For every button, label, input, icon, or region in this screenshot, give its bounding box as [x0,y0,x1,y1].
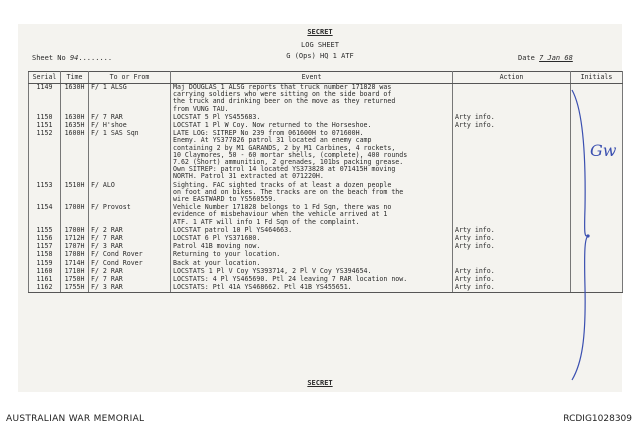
from-cell: F/ 2 RAR [89,268,171,276]
serial-cell: 1154 [29,204,61,227]
sheet-title: LOG SHEET [301,41,339,49]
initials-signature: Gw [590,141,617,160]
footer-source: AUSTRALIAN WAR MEMORIAL [6,414,145,424]
action-cell: Arty info. [453,122,571,130]
serial-cell: 1150 [29,114,61,122]
from-cell: F/ 2 RAR [89,227,171,235]
action-cell: Arty info. [453,276,571,284]
event-cell: Vehicle Number 171828 belongs to 1 Fd Sqn, there was no evidence of misbehaviour when the vehicle arrived at 1 ATF. 1 ATF will info 1 Fd Sqn of the complaint. [171,204,453,227]
log-sheet [18,24,622,392]
action-cell [453,182,571,205]
time-cell: 1714H [61,260,89,268]
col-time: Time [61,72,89,84]
event-cell: LOCSTAT 5 Pl YS455683. [171,114,453,122]
action-cell: Arty info. [453,268,571,276]
from-cell: F/ 7 RAR [89,114,171,122]
action-cell [453,251,571,259]
table-header-row [29,72,623,84]
serial-cell: 1153 [29,182,61,205]
col-action: Action [453,72,571,84]
event-cell: LOCSTATS: 4 Pl YS465690. Ptl 24 leaving 7 RAR location now. [171,276,453,284]
col-serial: Serial [29,72,61,84]
event-cell: LOCSTAT 1 Pl W Coy. Now returned to the Horseshoe. [171,122,453,130]
action-cell [453,84,571,114]
time-cell: 1750H [61,276,89,284]
action-cell [453,204,571,227]
serial-cell: 1162 [29,284,61,293]
time-cell: 1700H [61,227,89,235]
event-cell: LOCSTATS 1 Pl V Coy YS393714, 2 Pl V Coy YS394654. [171,268,453,276]
classification-top: SECRET [307,28,333,36]
serial-cell: 1155 [29,227,61,235]
serial-cell: 1158 [29,251,61,259]
log-row [29,84,623,114]
from-cell: F/ ALO [89,182,171,205]
serial-cell: 1149 [29,84,61,114]
action-cell: Arty info. [453,227,571,235]
serial-cell: 1157 [29,243,61,251]
serial-cell: 1160 [29,268,61,276]
sheet-label: Sheet No [32,54,66,62]
time-cell: 1635H [61,122,89,130]
serial-cell: 1156 [29,235,61,243]
log-table [28,71,623,293]
col-initials: Initials [571,72,623,84]
sheet-value: 94 [69,54,79,62]
from-cell: F/ 1 SAS Sqn [89,130,171,181]
date-value: 7 Jan 68 [539,54,573,62]
sheet-number: Sheet No 94........ [32,54,113,62]
action-cell: Arty info. [453,284,571,293]
time-cell: 1510H [61,182,89,205]
action-cell [453,130,571,181]
unit-name: G (Ops) HQ 1 ATF [286,52,354,60]
serial-cell: 1152 [29,130,61,181]
date-label: Date [518,54,535,62]
log-row [29,130,623,181]
log-row [29,182,623,205]
classification-bottom: SECRET [307,379,333,387]
log-row [29,284,623,293]
serial-cell: 1159 [29,260,61,268]
event-cell: Sighting. FAC sighted tracks of at least a dozen people on foot and on bikes. The tracks are on the beach from the wire EASTWARD to YS560559. [171,182,453,205]
action-cell: Arty info. [453,243,571,251]
from-cell: F/ 3 RAR [89,243,171,251]
time-cell: 1708H [61,251,89,259]
event-cell: LOCSTAT patrol 10 Pl YS464663. [171,227,453,235]
from-cell: F/ H'shoe [89,122,171,130]
col-to-or-from: To or From [89,72,171,84]
date-block [518,54,573,62]
initials-bracket [568,88,622,388]
time-cell: 1707H [61,243,89,251]
time-cell: 1630H [61,84,89,114]
event-cell: LOCSTATS: Ptl 41A YS468662. Ptl 41B YS455651. [171,284,453,293]
log-row [29,204,623,227]
from-cell: F/ 3 RAR [89,284,171,293]
from-cell: F/ 7 RAR [89,276,171,284]
time-cell: 1700H [61,204,89,227]
time-cell: 1630H [61,114,89,122]
event-cell: LOCSTAT 6 Pl YS371680. [171,235,453,243]
from-cell: F/ Provost [89,204,171,227]
event-cell: Back at your location. [171,260,453,268]
from-cell: F/ Cond Rover [89,251,171,259]
col-event: Event [171,72,453,84]
from-cell: F/ 1 ALSG [89,84,171,114]
event-cell: Maj DOUGLAS 1 ALSG reports that truck number 171828 was carrying soldiers who were sitting on the side board of the truck and drinking beer on the move as they returned from VUNG TAU. [171,84,453,114]
time-cell: 1755H [61,284,89,293]
action-cell: Arty info. [453,114,571,122]
footer-id: RCDIG1028309 [563,414,632,424]
time-cell: 1712H [61,235,89,243]
from-cell: F/ Cond Rover [89,260,171,268]
serial-cell: 1151 [29,122,61,130]
serial-cell: 1161 [29,276,61,284]
time-cell: 1710H [61,268,89,276]
event-cell: Returning to your location. [171,251,453,259]
event-cell: LATE LOG: SITREP No 239 from 061600H to 071600H. Enemy. At YS377826 patrol 31 located an enemy camp containing 2 by M1 GARANDS, 2 by M1 Carbines, 4 rockets, 10 Claymores, 50 - 60 mortar shells, (complete), 400 rounds 7.62 (Short) ammunition, 2 grenades, 101bs packing grease. Own SITREP: patrol 14 located YS373828 at 071415H moving NORTH. Patrol 31 extracted at 071220H. [171,130,453,181]
event-cell: Patrol 41B moving now. [171,243,453,251]
time-cell: 1600H [61,130,89,181]
from-cell: F/ 7 RAR [89,235,171,243]
action-cell: Arty info. [453,235,571,243]
